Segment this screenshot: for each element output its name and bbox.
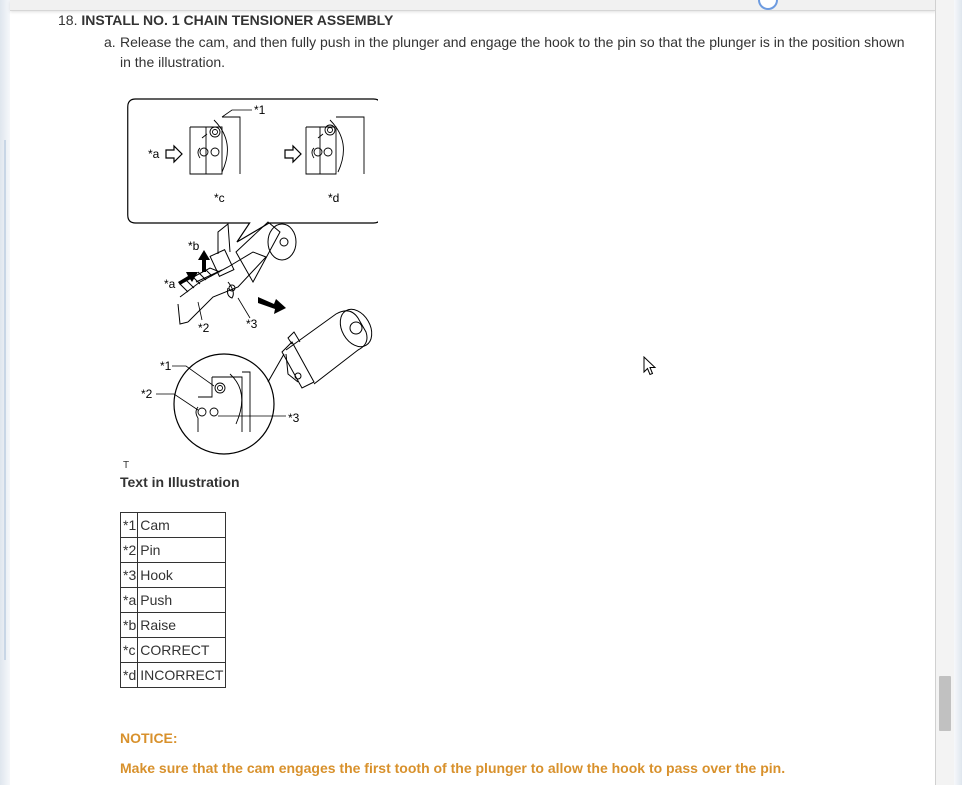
legend-key: *a (121, 588, 138, 613)
table-row (121, 638, 226, 663)
callout-bot-1: *1 (160, 359, 172, 373)
callout-mid-b: *b (188, 239, 200, 253)
push-arrow-icon (166, 146, 182, 162)
correct-sketch (190, 117, 240, 174)
legend-key: *c (121, 638, 138, 663)
correct-incorrect-callout-box (128, 99, 378, 242)
legend-value: Hook (138, 563, 226, 588)
push-arrow-icon-2 (285, 146, 301, 162)
table-row (121, 663, 226, 688)
direction-arrow-icon (258, 297, 286, 314)
legend-value: INCORRECT (138, 663, 226, 688)
legend-value: Cam (138, 513, 226, 538)
callout-top-a: *a (148, 147, 160, 161)
notice-text: Make sure that the cam engages the first tooth of the plunger to allow the hook to pass over the pin. (120, 760, 786, 776)
callout-bot-3: *3 (288, 411, 300, 425)
legend-value: Raise (138, 613, 226, 638)
detail-sketch (196, 372, 250, 432)
callout-mid-a: *a (164, 277, 176, 291)
legend-value: Pin (138, 538, 226, 563)
legend-key: *d (121, 663, 138, 688)
left-edge-accent (4, 140, 6, 660)
substep-text: Release the cam, and then fully push in the plunger and engage the hook to the pin so that the plunger is in the position shown in the illustration. (120, 34, 905, 70)
legend-key: *3 (121, 563, 138, 588)
table-row (121, 513, 226, 538)
substep-letter: a. (104, 34, 116, 50)
illustration-code: T (123, 460, 130, 471)
legend-table (120, 512, 226, 688)
callout-correct: *c (214, 191, 225, 205)
legend-key: *b (121, 613, 138, 638)
callout-top-1: *1 (254, 103, 266, 117)
legend-value: Push (138, 588, 226, 613)
right-window-edge (954, 0, 962, 785)
table-row (121, 563, 226, 588)
step-heading (58, 12, 393, 29)
legend-key: *1 (121, 513, 138, 538)
legend-value: CORRECT (138, 638, 226, 663)
step-title: INSTALL NO. 1 CHAIN TENSIONER ASSEMBLY (81, 12, 394, 28)
table-row (121, 588, 226, 613)
table-row (121, 613, 226, 638)
step-number: 18. (58, 12, 78, 28)
tensioner-body-drawing (282, 304, 378, 388)
vertical-scrollbar[interactable] (936, 0, 954, 785)
callout-bot-2: *2 (141, 387, 153, 401)
callout-incorrect: *d (328, 191, 340, 205)
tensioner-illustration (118, 92, 378, 460)
scrollbar-thumb[interactable] (939, 676, 951, 731)
table-row (121, 538, 226, 563)
substep (104, 32, 919, 72)
top-toolbar-edge (10, 0, 936, 11)
callout-mid-2: *2 (198, 321, 210, 335)
incorrect-sketch (306, 117, 364, 174)
legend-key: *2 (121, 538, 138, 563)
legend-heading: Text in Illustration (120, 474, 240, 490)
mouse-cursor-icon (643, 356, 657, 376)
notice-label: NOTICE: (120, 730, 178, 746)
callout-mid-3: *3 (246, 317, 258, 331)
